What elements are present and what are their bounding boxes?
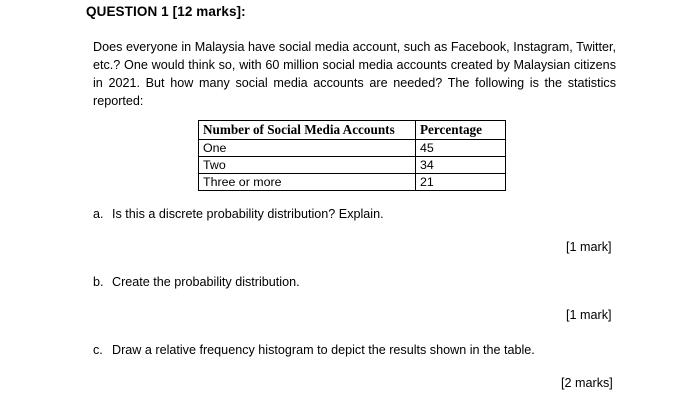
table-header-row	[199, 121, 506, 140]
table-cell-percentage: 34	[416, 157, 506, 174]
social-media-stats-table	[198, 120, 506, 191]
question-b	[93, 275, 300, 289]
table-cell-accounts: Two	[199, 157, 416, 174]
question-c	[93, 343, 535, 357]
table-row	[199, 174, 506, 191]
table-cell-accounts: One	[199, 140, 416, 157]
table-cell-accounts: Three or more	[199, 174, 416, 191]
table-cell-percentage: 21	[416, 174, 506, 191]
intro-paragraph: Does everyone in Malaysia have social media account, such as Facebook, Instagram, Twitter, etc.? One would think so, with 60 million social media accounts created by Malaysian citizens in 2021. But how many social media accounts are needed? The following is the statistics reported:	[93, 40, 616, 108]
column-header-percentage: Percentage	[416, 121, 506, 140]
question-a	[93, 207, 384, 221]
table-row	[199, 157, 506, 174]
question-b-text: Create the probability distribution.	[112, 275, 300, 289]
table-row	[199, 140, 506, 157]
question-c-letter: c.	[93, 343, 103, 357]
question-a-letter: a.	[93, 207, 104, 221]
column-header-accounts: Number of Social Media Accounts	[199, 121, 416, 140]
question-a-marks: [1 mark]	[566, 240, 612, 254]
question-a-text: Is this a discrete probability distribution? Explain.	[112, 207, 384, 221]
question-c-marks: [2 marks]	[561, 376, 613, 390]
question-heading: QUESTION 1 [12 marks]:	[86, 4, 246, 19]
table-cell-percentage: 45	[416, 140, 506, 157]
question-b-marks: [1 mark]	[566, 308, 612, 322]
question-b-letter: b.	[93, 275, 104, 289]
question-c-text: Draw a relative frequency histogram to depict the results shown in the table.	[112, 343, 535, 357]
